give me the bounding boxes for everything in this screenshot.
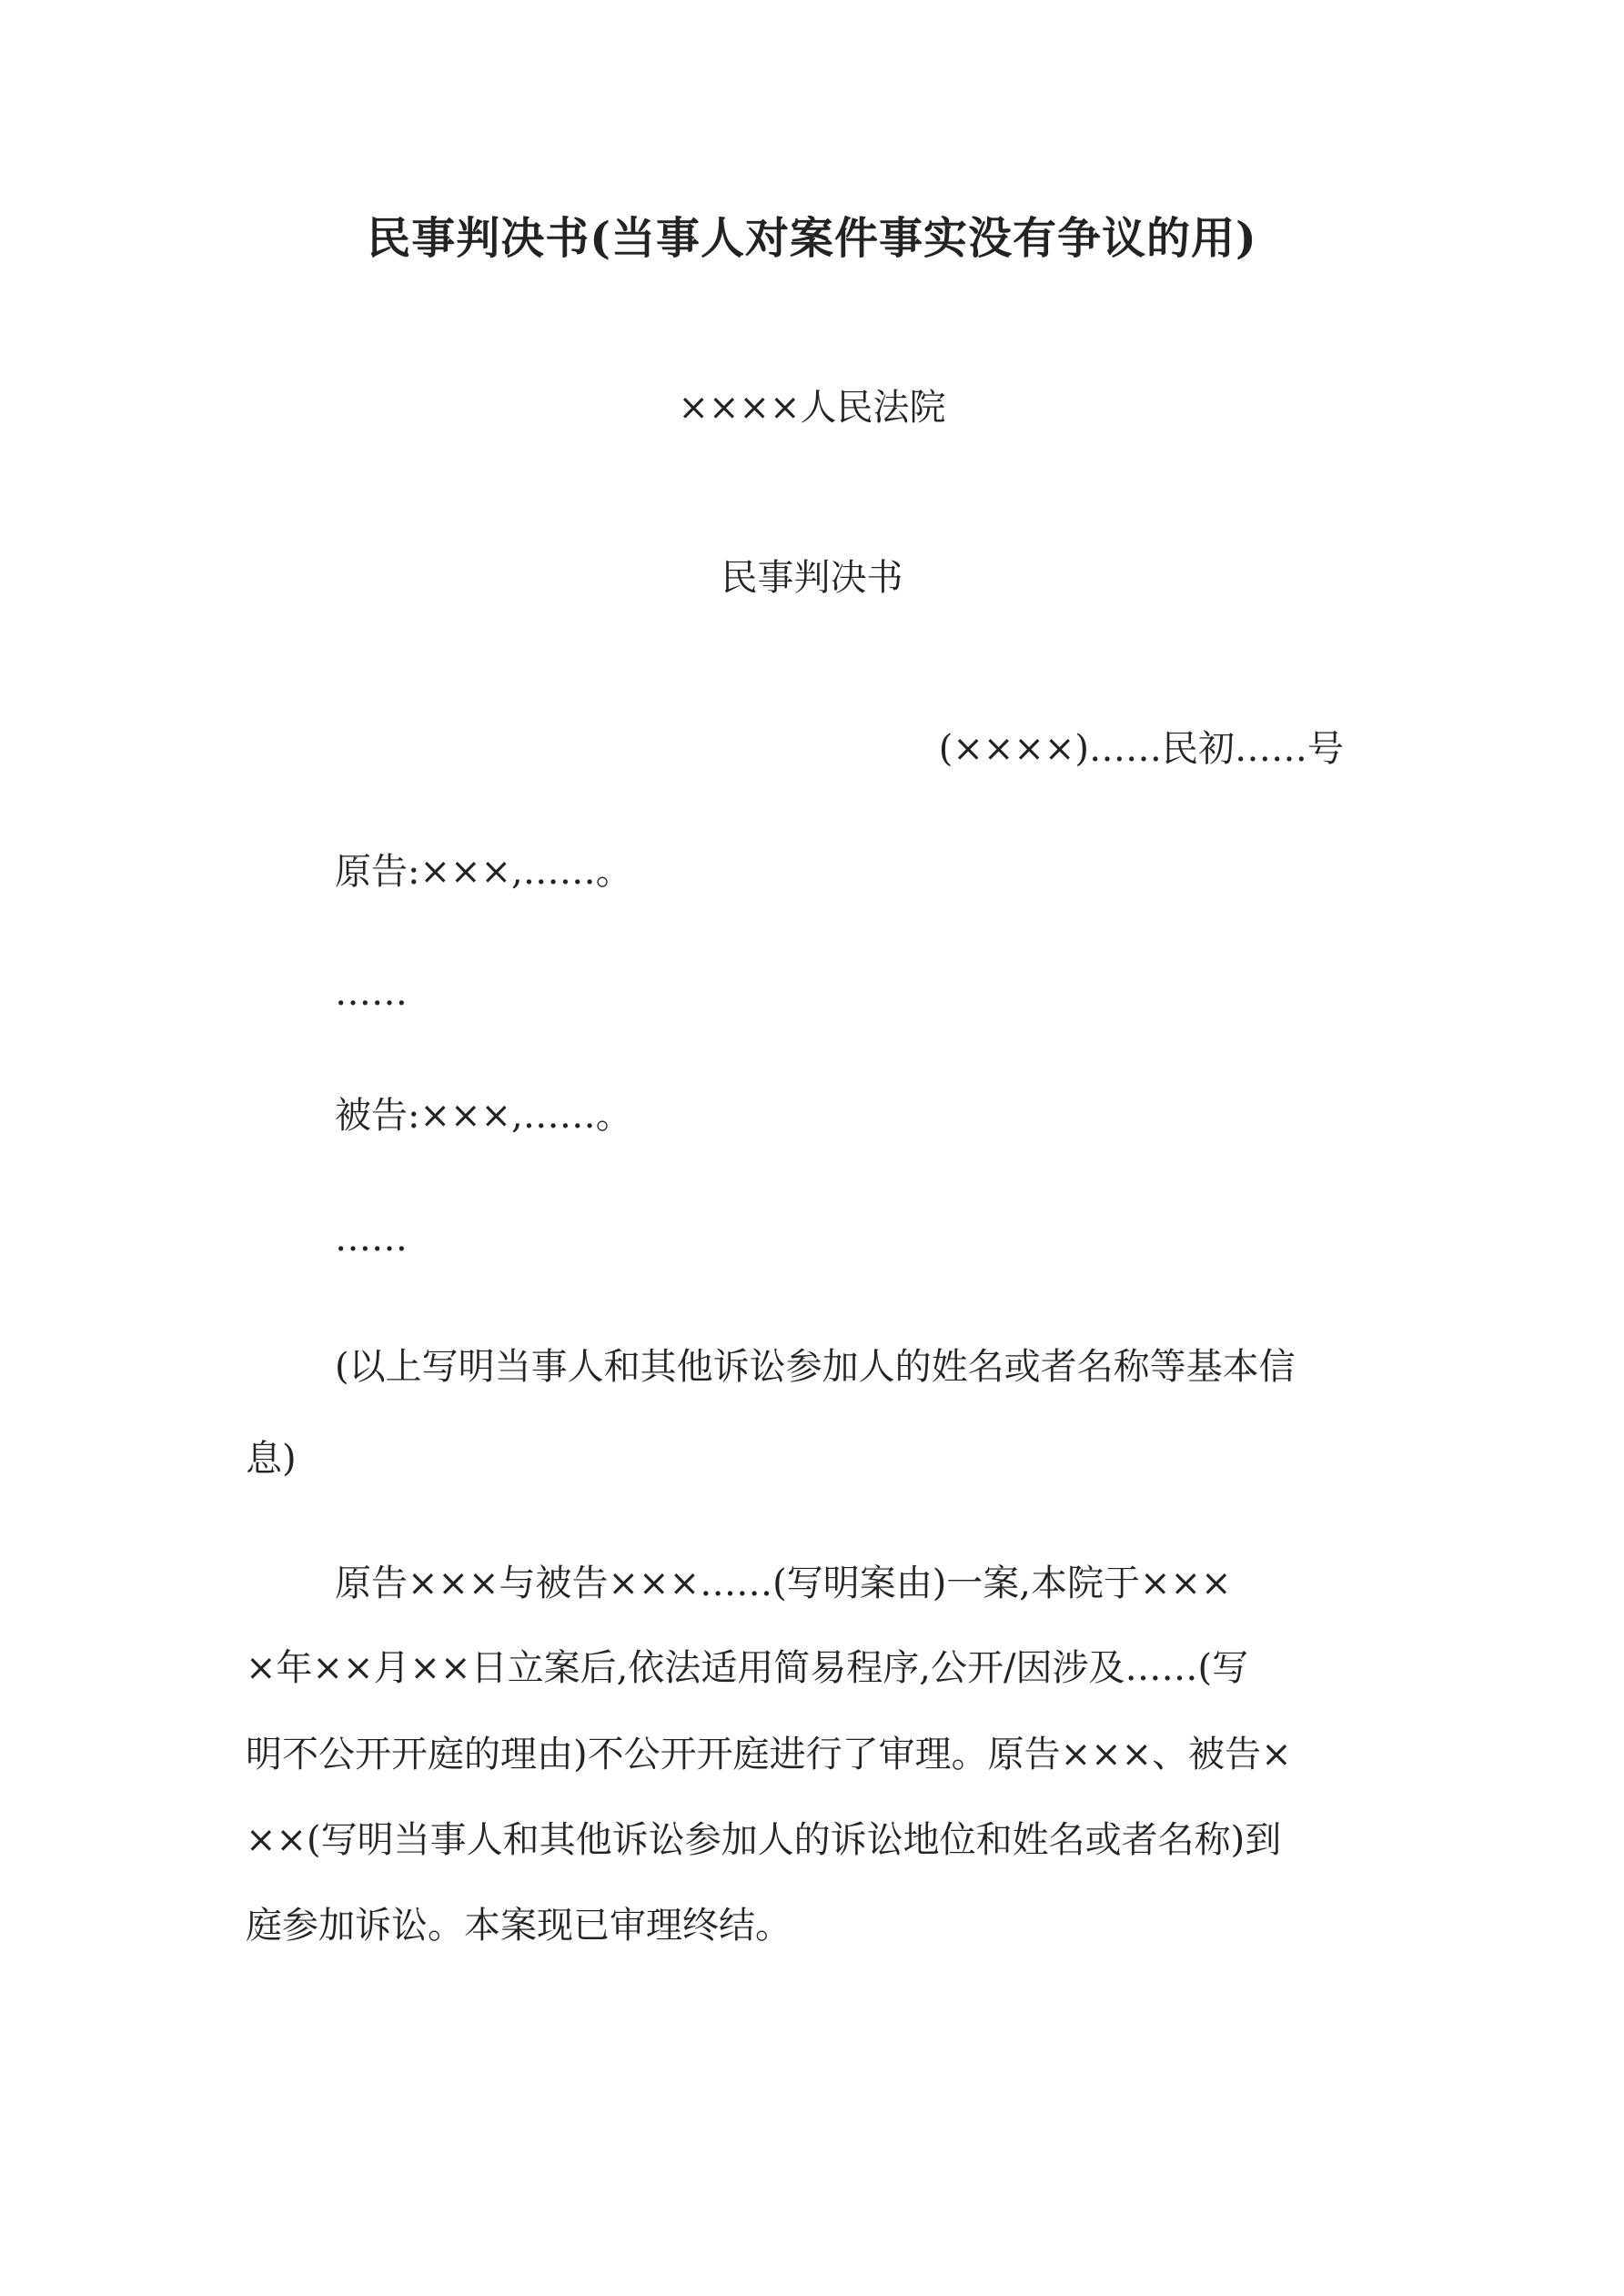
defendant-line: 被告:×××,……。 <box>335 1095 632 1137</box>
procedure-paragraph-line: 庭参加诉讼。本案现已审理终结。 <box>246 1905 792 1947</box>
procedure-paragraph-line: ××(写明当事人和其他诉讼参加人的诉讼地位和姓名或者名称)到 <box>246 1819 1282 1861</box>
note-paragraph-line: 息) <box>246 1438 297 1480</box>
plaintiff-line: 原告:×××,……。 <box>335 851 632 893</box>
ellipsis-line: …… <box>335 1218 408 1259</box>
note-paragraph-line: (以上写明当事人和其他诉讼参加人的姓名或者名称等基本信 <box>335 1346 1296 1388</box>
procedure-paragraph-line: 明不公开开庭的理由)不公开开庭进行了审理。原告×××、被告× <box>246 1734 1292 1775</box>
procedure-paragraph-line: ×年××月××日立案后,依法适用简易程序,公开/因涉及……(写 <box>246 1647 1249 1689</box>
court-name: ××××人民法院 <box>678 387 946 429</box>
procedure-paragraph-line: 原告×××与被告×××……(写明案由)一案,本院于××× <box>335 1563 1232 1604</box>
case-number: (××××)……民初……号 <box>938 728 1344 770</box>
document-title: 民事判决书(当事人对案件事实没有争议的用) <box>367 213 1257 264</box>
ellipsis-line: …… <box>335 972 408 1014</box>
document-type: 民事判决书 <box>721 557 903 599</box>
